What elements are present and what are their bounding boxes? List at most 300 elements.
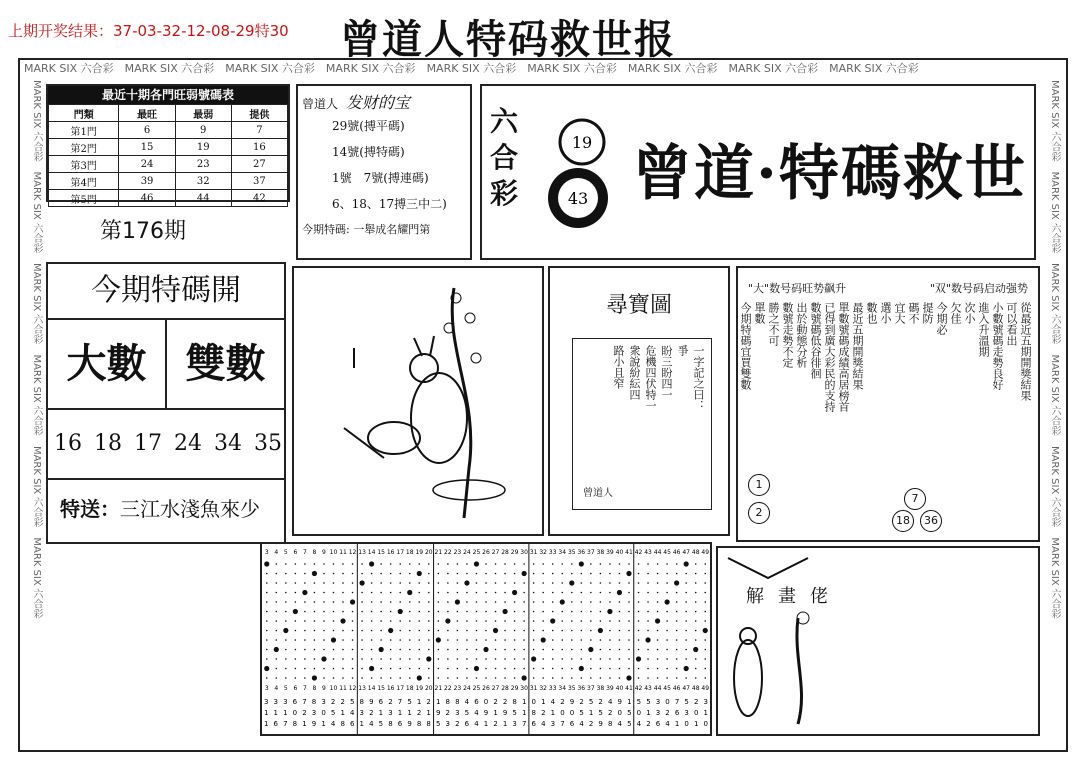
grid-dot [495, 620, 497, 622]
grid-dot [390, 582, 392, 584]
special-text: 三江水淺魚來少 [120, 497, 260, 521]
grid-dot [266, 592, 268, 594]
grid-dot [590, 611, 592, 613]
grid-dot [485, 658, 487, 660]
grid-dot [295, 668, 297, 670]
grid-dot [304, 563, 306, 565]
grid-dot [581, 620, 583, 622]
trend-column: 數號碼低谷徘徊 [809, 302, 822, 379]
grid-dot [409, 601, 411, 603]
grid-dot [626, 675, 631, 680]
grid-dot [352, 620, 354, 622]
grid-dot [438, 630, 440, 632]
grid-dot [504, 668, 506, 670]
grid-dot [398, 609, 403, 614]
grid-header-number: 30 [520, 549, 528, 556]
grid-dot [704, 592, 706, 594]
grid-dot [447, 677, 449, 679]
riddle-column: 路小且窄 [612, 345, 625, 389]
grid-dot [399, 658, 401, 660]
table-row [49, 139, 288, 156]
grid-dot [314, 630, 316, 632]
watermark-text: MARK SIX 六合彩 [31, 354, 42, 446]
grid-dot [426, 656, 431, 661]
grid-dot [275, 620, 277, 622]
grid-dot [590, 563, 592, 565]
grid-dot [514, 677, 516, 679]
grid-dot [533, 620, 535, 622]
grid-dot [571, 563, 573, 565]
grid-dot [342, 582, 344, 584]
circled-number: 2 [748, 502, 770, 524]
grid-footer-number: 42 [634, 685, 643, 692]
grid-dot [295, 630, 297, 632]
grid-dot [352, 611, 354, 613]
grid-dot [523, 592, 525, 594]
grid-header-number: 14 [367, 549, 376, 556]
grid-dot [445, 618, 450, 623]
grid-dot [619, 620, 621, 622]
grid-dot [361, 649, 363, 651]
table-cell: 7 [231, 122, 287, 139]
grid-dot [275, 668, 277, 670]
grid-header-number: 10 [329, 549, 338, 556]
grid-dot [323, 582, 325, 584]
grid-dot [418, 668, 420, 670]
table-row [49, 156, 288, 173]
grid-dot [628, 630, 630, 632]
grid-dot [371, 639, 373, 641]
grid-footer-number: 16 [386, 685, 395, 692]
grid-dot [323, 630, 325, 632]
grid-dot [485, 573, 487, 575]
special-send [48, 480, 284, 538]
grid-dot [693, 647, 698, 652]
grid-dot [504, 630, 506, 632]
grid-dot [628, 649, 630, 651]
watermark-text: MARK SIX 六合彩 [1049, 537, 1060, 629]
grid-dot [628, 668, 630, 670]
grid-dot [275, 658, 277, 660]
grid-dot [542, 620, 544, 622]
grid-dot [638, 649, 640, 651]
grid-dot [474, 666, 479, 671]
watermark-text: MARK SIX 六合彩 [1049, 354, 1060, 446]
grid-dot [342, 668, 344, 670]
open-number: 24 [174, 431, 202, 456]
grid-dot [676, 620, 678, 622]
grid-dot [561, 563, 563, 565]
grid-dot [466, 677, 468, 679]
grid-dot [561, 573, 563, 575]
grid-dot [695, 592, 697, 594]
watermark-text: MARK SIX 六合彩 [24, 62, 125, 75]
grid-dot [350, 599, 355, 604]
grid-dot [342, 573, 344, 575]
grid-header-number: 9 [322, 549, 326, 556]
grid-header-number: 15 [377, 549, 385, 556]
treasure-scroll [572, 338, 712, 510]
grid-dot [695, 658, 697, 660]
grid-dot [304, 601, 306, 603]
grid-dot [647, 668, 649, 670]
grid-dot [609, 649, 611, 651]
grid-footer-number: 25 [472, 685, 481, 692]
grid-dot [504, 649, 506, 651]
table-cell: 24 [119, 156, 175, 173]
watermark-text: MARK SIX 六合彩 [31, 80, 42, 172]
grid-dot [704, 582, 706, 584]
grid-dot [295, 639, 297, 641]
grid-dot [552, 601, 554, 603]
grid-dot [533, 601, 535, 603]
masthead-title: 曾道人特码救世报 [340, 16, 676, 63]
grid-dot [342, 563, 344, 565]
grid-dot [523, 601, 525, 603]
grid-header-number: 29 [510, 549, 519, 556]
grid-dot [323, 668, 325, 670]
grid-dot [609, 582, 611, 584]
tip-line: 29號(搏平碼) [332, 119, 405, 133]
grid-header-number: 41 [625, 549, 633, 556]
grid-dot [512, 590, 517, 595]
grid-dot [704, 563, 706, 565]
grid-dot [552, 677, 554, 679]
grid-dot [657, 611, 659, 613]
grid-dot [685, 658, 687, 660]
logo-char: 彩 [490, 177, 519, 210]
grid-dot [266, 639, 268, 641]
grid-dot [352, 592, 354, 594]
grid-header-number: 43 [644, 549, 652, 556]
grid-dot [295, 649, 297, 651]
grid-dot [409, 620, 411, 622]
grid-dot [571, 658, 573, 660]
grid-header-number: 6 [293, 549, 298, 556]
grid-dot [590, 620, 592, 622]
grid-dot [552, 630, 554, 632]
grid-dot [428, 582, 430, 584]
grid-dot [685, 601, 687, 603]
grid-dot [304, 639, 306, 641]
grid-dot [600, 620, 602, 622]
grid-dot [571, 573, 573, 575]
grid-footer-number: 21 [434, 685, 443, 692]
grid-footer-number: 10 [329, 685, 338, 692]
grid-footer-number: 33 [548, 685, 557, 692]
grid-dot [428, 601, 430, 603]
grid-dot [457, 620, 459, 622]
grid-dot [352, 630, 354, 632]
grid-dot [647, 649, 649, 651]
grid-dot [466, 620, 468, 622]
grid-dot [522, 675, 527, 680]
grid-dot [552, 658, 554, 660]
grid-footer-number: 46 [672, 685, 681, 692]
watermark-text: MARK SIX 六合彩 [225, 62, 326, 75]
grid-header-number: 23 [453, 549, 462, 556]
grid-dot [457, 639, 459, 641]
grid-dot [304, 630, 306, 632]
grid-header-number: 40 [615, 549, 624, 556]
grid-dot [542, 563, 544, 565]
grid-dot [561, 677, 563, 679]
grid-dot [619, 601, 621, 603]
grid-dot [314, 601, 316, 603]
grid-dot [333, 677, 335, 679]
grid-dot [552, 582, 554, 584]
grid-dot [380, 611, 382, 613]
grid-dot [369, 666, 374, 671]
grid-dot [333, 573, 335, 575]
open-number: 17 [134, 431, 162, 456]
trend-column: 最近五期開獎結果 [851, 302, 864, 390]
grid-dot [390, 639, 392, 641]
grid-header-number: 24 [463, 549, 471, 556]
grid-footer-number: 41 [625, 685, 633, 692]
grid-footer-number: 18 [405, 685, 414, 692]
grid-dot [409, 649, 411, 651]
grid-dot [285, 658, 287, 660]
grid-dot [321, 656, 326, 661]
grid-dot [323, 601, 325, 603]
grid-footer-number: 5 [283, 685, 288, 692]
grid-dot [371, 592, 373, 594]
grid-dot [485, 611, 487, 613]
grid-footer-number: 26 [482, 685, 490, 692]
grid-dot [502, 609, 507, 614]
grid-dot [685, 573, 687, 575]
treasure-map [548, 266, 730, 536]
grid-dot [609, 592, 611, 594]
grid-dot [674, 580, 679, 585]
grid-dot [600, 639, 602, 641]
trend-column: 勝之不可 [767, 302, 780, 346]
grid-dot [428, 677, 430, 679]
grid-dot [295, 658, 297, 660]
grid-dot [638, 611, 640, 613]
grid-dot [399, 573, 401, 575]
grid-dot [323, 563, 325, 565]
trend-column: 數號走勢不定 [781, 302, 794, 368]
grid-header-number: 28 [501, 549, 509, 556]
grid-dot [390, 658, 392, 660]
grid-dot [399, 668, 401, 670]
grid-dot [666, 563, 668, 565]
grid-dot [685, 649, 687, 651]
grid-dot [438, 563, 440, 565]
grid-dot [476, 620, 478, 622]
table-cell: 6 [119, 122, 175, 139]
grid-dot [361, 573, 363, 575]
trend-head-left: "大"数号码旺势飙升 [748, 282, 847, 295]
grid-dot [380, 620, 382, 622]
grid-dot [447, 563, 449, 565]
grid-header-number: 47 [682, 549, 690, 556]
grid-dot [285, 592, 287, 594]
grid-dot [588, 647, 593, 652]
grid-dot [380, 658, 382, 660]
grid-dot [619, 658, 621, 660]
grid-dot [409, 639, 411, 641]
grid-dot [361, 658, 363, 660]
grid-dot [581, 630, 583, 632]
table-cell: 46 [119, 190, 175, 207]
grid-dot [561, 639, 563, 641]
grid-dot [590, 668, 592, 670]
grid-dot [333, 592, 335, 594]
grid-dot [342, 639, 344, 641]
grid-dot [685, 611, 687, 613]
table-cell: 23 [175, 156, 231, 173]
grid-dot [285, 582, 287, 584]
grid-footer-number: 8 [312, 685, 317, 692]
grid-dot [266, 601, 268, 603]
riddle-column: 一字記之曰： [692, 345, 705, 411]
rabbit-illustration [292, 266, 544, 536]
grid-dot [600, 582, 602, 584]
grid-dot [399, 649, 401, 651]
grid-dot [571, 611, 573, 613]
watermark-text: MARK SIX 六合彩 [627, 62, 729, 75]
grid-dot [533, 611, 535, 613]
grid-dot [333, 601, 335, 603]
grid-dot [531, 656, 536, 661]
grid-dot [514, 611, 516, 613]
grid-dot [485, 582, 487, 584]
grid-dot [361, 592, 363, 594]
trend-column: 已得到廣大彩民的支持 [823, 302, 836, 412]
grid-dot [638, 620, 640, 622]
grid-dot [600, 601, 602, 603]
grid-header-number: 45 [663, 549, 671, 556]
grid-dot [561, 630, 563, 632]
grid-header-number: 13 [358, 549, 366, 556]
grid-dot [647, 592, 649, 594]
grid-dot [552, 649, 554, 651]
grid-footer-number: 48 [691, 685, 700, 692]
grid-dot [457, 630, 459, 632]
grid-dot [495, 611, 497, 613]
grid-dot [447, 668, 449, 670]
grid-dot [418, 563, 420, 565]
grid-dot [312, 571, 317, 576]
grid-dot [542, 668, 544, 670]
grid-dot [685, 639, 687, 641]
grid-header-number: 7 [302, 549, 307, 556]
grid-dot [304, 582, 306, 584]
grid-dot [561, 658, 563, 660]
grid-dot [581, 601, 583, 603]
open-number: 34 [214, 431, 242, 456]
grid-dot [495, 563, 497, 565]
grid-dot [266, 620, 268, 622]
grid-dot [704, 620, 706, 622]
grid-dot [495, 592, 497, 594]
grid-dot [342, 592, 344, 594]
grid-header-number: 49 [701, 549, 710, 556]
grid-dot [418, 582, 420, 584]
grid-dot [552, 611, 554, 613]
grid-dot [647, 601, 649, 603]
grid-dot [666, 592, 668, 594]
grid-dot [495, 582, 497, 584]
grid-dot [285, 677, 287, 679]
grid-dot [561, 668, 563, 670]
grid-dot [418, 649, 420, 651]
watermark-left [26, 80, 44, 740]
table-cell: 19 [175, 139, 231, 156]
grid-dot [342, 601, 344, 603]
open-number: 16 [54, 431, 82, 456]
grid-dot [579, 666, 584, 671]
grid-dot [476, 611, 478, 613]
grid-footer-number: 3 [264, 685, 269, 692]
grid-dot [704, 677, 706, 679]
grid-dot [533, 563, 535, 565]
grid-dot [428, 620, 430, 622]
grid-dot [514, 668, 516, 670]
grid-dot [293, 609, 298, 614]
grid-dot [676, 630, 678, 632]
grid-dot [438, 592, 440, 594]
riddle-column: 盼三盼四一 [660, 345, 673, 400]
grid-dot [266, 677, 268, 679]
grid-dot [428, 649, 430, 651]
grid-dot [695, 620, 697, 622]
watermark-text: MARK SIX 六合彩 [426, 62, 528, 75]
table-cell: 9 [175, 122, 231, 139]
trend-column: 欠佳 [949, 302, 962, 324]
grid-dot [514, 601, 516, 603]
table-cell: 15 [119, 139, 175, 156]
watermark-text: MARK SIX 六合彩 [31, 171, 42, 263]
grid-dot [550, 618, 555, 623]
circled-number: 18 [892, 510, 914, 532]
grid-dot [457, 611, 459, 613]
grid-dot [628, 620, 630, 622]
hot-table-header: 門類 [49, 105, 119, 122]
grid-dot [295, 620, 297, 622]
grid-dot [581, 639, 583, 641]
grid-dot [514, 582, 516, 584]
grid-dot [314, 639, 316, 641]
grid-dot [302, 590, 307, 595]
grid-dot [552, 592, 554, 594]
grid-dot [304, 611, 306, 613]
cartoon-drawing [718, 548, 1038, 734]
grid-dot [371, 620, 373, 622]
grid-dot [676, 563, 678, 565]
grid-dot [638, 563, 640, 565]
grid-dot [619, 563, 621, 565]
watermark-text: MARK SIX 六合彩 [124, 62, 226, 75]
grid-dot [371, 582, 373, 584]
grid-dot [380, 582, 382, 584]
grid-dot [314, 649, 316, 651]
grid-dot [314, 582, 316, 584]
grid-footer-number: 19 [415, 685, 424, 692]
grid-dot [676, 601, 678, 603]
grid-header-number: 16 [386, 549, 395, 556]
grid-header-number: 21 [434, 549, 443, 556]
grid-dot [428, 668, 430, 670]
grid-header-number: 46 [672, 549, 681, 556]
grid-dot [333, 668, 335, 670]
grid-dot [523, 611, 525, 613]
grid-dot [695, 677, 697, 679]
grid-dot [428, 639, 430, 641]
